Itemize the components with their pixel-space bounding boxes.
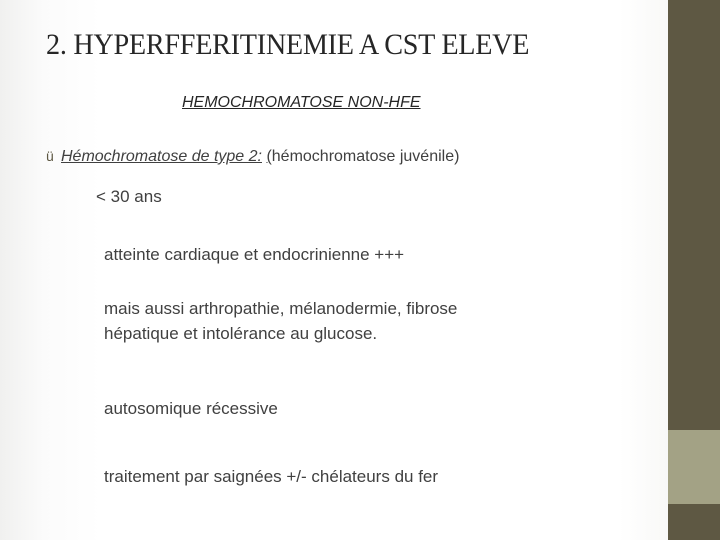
bullet-hemochromatose-type-2 <box>46 148 459 166</box>
item-treatment: traitement par saignées +/- chélateurs du fer <box>104 467 439 486</box>
bullet-title: Hémochromatose de type 2: <box>61 148 262 165</box>
item-cardiac-endocrine: atteinte cardiaque et endocrinienne +++ <box>104 245 405 264</box>
sidebar-decoration-bottom <box>668 504 720 540</box>
item-other-manifestations-line2: hépatique et intolérance au glucose. <box>104 324 378 343</box>
slide-title: 2. HYPERFFERITINEMIE A CST ELEVE <box>46 28 530 61</box>
bullet-paren-open: ( <box>266 148 272 165</box>
item-age: < 30 ans <box>96 187 162 206</box>
checkmark-icon: ü <box>46 148 54 164</box>
sidebar-decoration-top <box>668 0 720 430</box>
slide-subtitle: HEMOCHROMATOSE NON-HFE <box>182 94 421 111</box>
sidebar-decoration-accent <box>668 430 720 504</box>
item-other-manifestations-line1: mais aussi arthropathie, mélanodermie, fibrose <box>104 299 458 318</box>
bullet-detail: hémochromatose juvénile) <box>271 148 460 165</box>
item-other-manifestations <box>104 296 457 346</box>
item-transmission: autosomique récessive <box>104 399 278 418</box>
